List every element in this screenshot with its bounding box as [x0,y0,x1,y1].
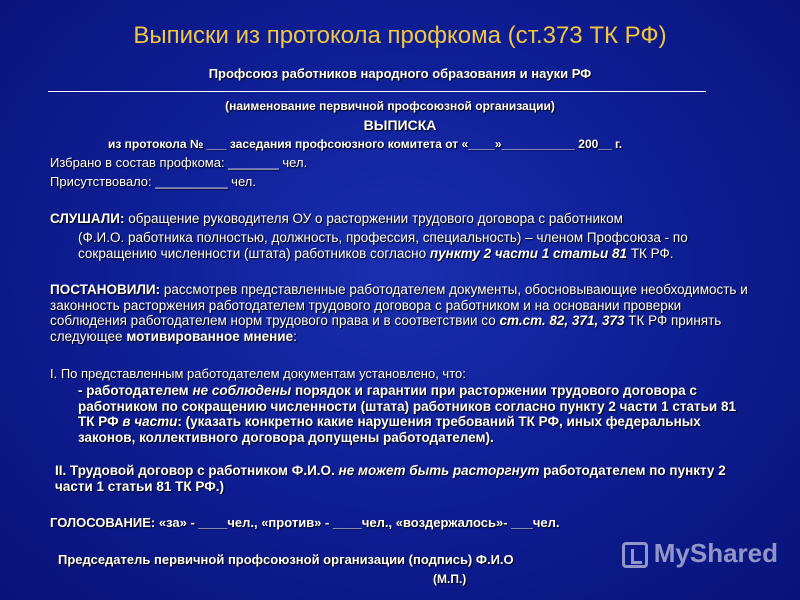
org-caption: (наименование первичной профсоюзной организации) [225,99,555,113]
heard-section [50,211,750,227]
watermark-text: MyShared [653,538,778,568]
resolved-opinion: мотивированное мнение [126,328,294,344]
point2-block [55,463,755,494]
heard-ref: пункту 2 части 1 статьи 81 [429,245,628,261]
point1-pre: - работодателем [78,383,189,398]
resolved-articles: ст.ст. 82, 371, 373 [499,313,625,328]
stamp-label: (М.П.) [433,572,467,586]
point1-tail: : (указать конкретно какие нарушения требований ТК РФ, иных федеральных законов, коллективного договора допущены работодателем). [78,414,701,445]
point1-em: не соблюдены [192,383,292,398]
heard-label: СЛУШАЛИ: [50,211,125,226]
point1-text: порядок и гарантии при расторжении трудового договора с работником по сокращению численности (штата) работников согласно пункту 2 части 1 статьи 81 ТК РФ [78,383,736,429]
vote-line: ГОЛОСОВАНИЕ: «за» - ____чел., «против» - ____чел., «воздержалось»- ___чел. [50,515,560,530]
point1-em2: в части [122,414,178,429]
org-name: Профсоюз работников народного образования и науки РФ [208,66,592,81]
chairman-line: Председатель первичной профсоюзной организации (подпись) Ф.И.О [58,552,514,567]
heard-text: обращение руководителя ОУ о расторжении трудового договора с работником [128,211,623,226]
protocol-line: из протокола № ___ заседания профсоюзного комитета от «____»___________ 200__ г. [108,137,623,151]
resolved-text: рассмотрев представленные работодателем документы, обосновывающие необходимость и законность расторжения работодателем трудового договора с работником и на основании проверки соблюдения работодателем норм трудового права и в соответствии со [50,282,748,328]
heard-detail: (Ф.И.О. работника полностью, должность, профессия, специальность) – членом Профсоюза - по сокращению численности (штата) работников согласно [78,230,688,261]
page-title: Выписки из протокола профкома (ст.373 ТК РФ) [133,22,667,49]
elected-line: Избрано в состав профкома: _______ чел. [50,155,308,170]
resolved-colon: : [293,328,297,344]
heard-ref-tail: ТК РФ. [630,245,674,261]
org-underline [48,91,706,92]
point2-text: работодателем по пункту 2 части 1 статьи 81 ТК РФ.) [55,463,726,494]
heard-detail-block [78,230,758,261]
point2-em: не может быть расторгнут [338,463,540,478]
doc-title: ВЫПИСКА [363,117,437,133]
presentation-icon [622,542,648,568]
present-line: Присутствовало: __________ чел. [50,174,256,189]
resolved-label: ПОСТАНОВИЛИ: [50,282,161,297]
resolved-tail: ТК РФ принять следующее [50,313,722,344]
point1-block [78,383,748,445]
point1-head: I. По представленным работодателем документам установлено, что: [50,366,466,381]
point2-pre: II. Трудовой договор с работником Ф.И.О. [55,463,335,478]
resolved-section [50,282,755,344]
watermark [622,538,778,569]
